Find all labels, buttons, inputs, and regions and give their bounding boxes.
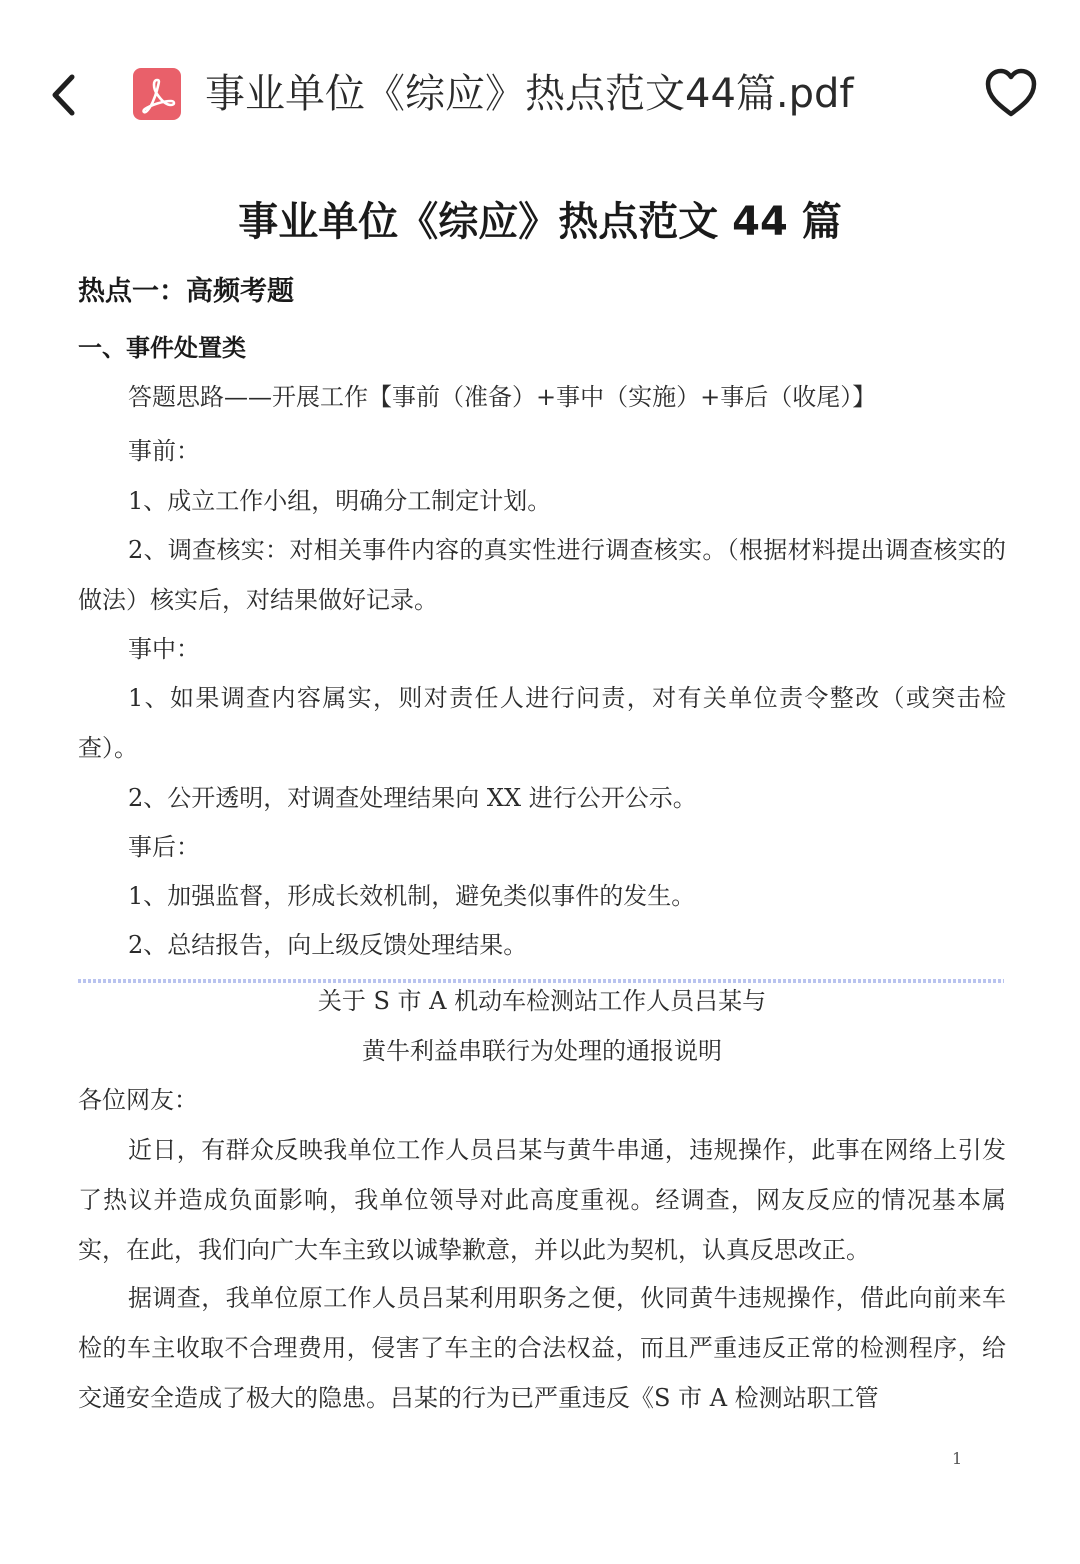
pdf-icon [133,68,181,120]
before-item-1: 1、成立工作小组，明确分工制定计划。 [128,487,552,515]
section-heading: 热点一：高频考题 [78,276,294,307]
before-item-2: 2、调查核实：对相关事件内容的真实性进行调查核实。（根据材料提出调查核实的做法）核实后，对结果做好记录。 [78,536,1006,614]
file-name-title: 事业单位《综应》热点范文44篇.pdf [205,71,854,117]
before-label: 事前： [128,437,200,465]
notice-title-line-2: 黄牛利益串联行为处理的通报说明 [362,1037,722,1065]
during-label: 事中： [128,635,200,663]
heart-outline-icon [980,64,1042,122]
subsection-heading: 一、事件处置类 [78,334,246,362]
notice-title-line-1: 关于 S 市 A 机动车检测站工作人员吕某与 [317,987,767,1015]
during-item-1: 1、如果调查内容属实，则对责任人进行问责，对有关单位责令整改（或突击检查）。 [78,684,1006,762]
after-item-2: 2、总结报告，向上级反馈处理结果。 [128,931,528,959]
favorite-button[interactable] [980,64,1042,122]
page-number: 1 [952,1449,963,1468]
approach-text: 答题思路——开展工作【事前（准备）+事中（实施）+事后（收尾）】 [128,383,877,411]
notice-paragraph-1: 近日，有群众反映我单位工作人员吕某与黄牛串通，违规操作，此事在网络上引发了热议并造成负面影响，我单位领导对此高度重视。经调查，网友反应的情况基本属实，在此，我们向广大车主致以诚挚歉意，并以此为契机，认真反思改正。 [78,1136,1006,1264]
during-item-2: 2、公开透明，对调查处理结果向 XX 进行公开公示。 [128,784,697,812]
top-bar [0,0,1080,190]
after-item-1: 1、加强监督，形成长效机制，避免类似事件的发生。 [128,882,696,910]
chevron-left-icon [40,68,90,122]
after-label: 事后： [128,833,200,861]
notice-paragraph-2: 据调查，我单位原工作人员吕某利用职务之便，伙同黄牛违规操作，借此向前来车检的车主收取不合理费用，侵害了车主的合法权益，而且严重违反正常的检测程序，给交通安全造成了极大的隐患。吕某的行为已严重违反《S 市 A 检测站职工管 [78,1284,1006,1412]
document-title: 事业单位《综应》热点范文 44 篇 [238,199,842,245]
salutation: 各位网友： [78,1086,198,1114]
back-button[interactable] [40,68,90,122]
